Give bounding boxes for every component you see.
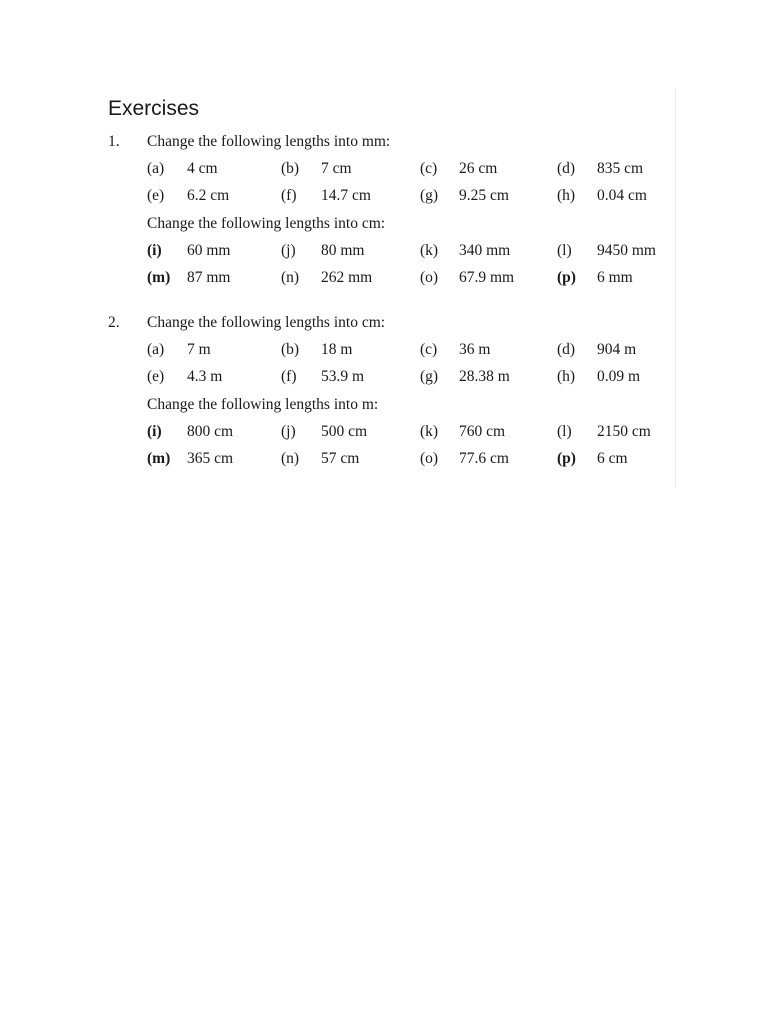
question-value: 7 m [187,341,211,358]
question-label: (o) [420,269,439,286]
question-label: (d) [557,160,576,177]
question-value: 262 mm [321,269,373,286]
question-value: 9.25 cm [459,187,509,204]
question-value: 2150 cm [597,423,651,440]
exercise-instruction: Change the following lengths into mm: [147,133,391,150]
question-label: (c) [420,341,438,358]
question-label: (p) [557,269,576,286]
exercise-number: 2. [108,314,120,331]
question-label: (k) [420,242,439,259]
question-value: 36 m [459,341,491,358]
question-label: (f) [281,368,297,385]
question-label: (o) [420,450,439,467]
question-value: 6 mm [597,269,633,286]
question-value: 340 mm [459,242,511,259]
question-label: (j) [281,242,296,259]
question-value: 18 m [321,341,353,358]
question-label: (d) [557,341,576,358]
question-label: (p) [557,450,576,467]
exercise-instruction: Change the following lengths into m: [147,396,379,413]
question-label: (h) [557,368,576,385]
question-value: 835 cm [597,160,644,177]
question-label: (b) [281,160,300,177]
question-label: (n) [281,269,300,286]
question-value: 4.3 m [187,368,223,385]
question-value: 80 mm [321,242,365,259]
question-value: 760 cm [459,423,506,440]
question-value: 0.09 m [597,368,641,385]
question-value: 77.6 cm [459,450,509,467]
question-value: 904 m [597,341,637,358]
question-label: (f) [281,187,297,204]
question-label: (h) [557,187,576,204]
question-value: 800 cm [187,423,234,440]
question-label: (i) [147,423,162,440]
question-label: (m) [147,269,171,286]
question-label: (e) [147,368,165,385]
exercise-number: 1. [108,133,120,150]
question-label: (j) [281,423,296,440]
question-label: (n) [281,450,300,467]
page-edge-rule [675,88,676,488]
question-label: (e) [147,187,165,204]
question-value: 60 mm [187,242,231,259]
question-value: 7 cm [321,160,352,177]
question-label: (g) [420,368,439,385]
question-label: (a) [147,341,165,358]
exercise-instruction: Change the following lengths into cm: [147,215,386,232]
question-value: 67.9 mm [459,269,515,286]
question-value: 26 cm [459,160,498,177]
question-value: 6 cm [597,450,628,467]
question-label: (g) [420,187,439,204]
question-label: (i) [147,242,162,259]
question-label: (m) [147,450,171,467]
page-title: Exercises [108,97,200,120]
question-value: 9450 mm [597,242,656,259]
exercise-instruction: Change the following lengths into cm: [147,314,386,331]
question-value: 4 cm [187,160,218,177]
question-value: 500 cm [321,423,368,440]
question-label: (b) [281,341,300,358]
question-value: 53.9 m [321,368,365,385]
question-label: (a) [147,160,165,177]
question-label: (k) [420,423,439,440]
question-value: 57 cm [321,450,360,467]
question-value: 0.04 cm [597,187,647,204]
question-value: 87 mm [187,269,231,286]
question-value: 365 cm [187,450,234,467]
question-label: (c) [420,160,438,177]
question-value: 6.2 cm [187,187,230,204]
question-value: 14.7 cm [321,187,371,204]
question-label: (l) [557,242,572,259]
question-value: 28.38 m [459,368,510,385]
question-label: (l) [557,423,572,440]
